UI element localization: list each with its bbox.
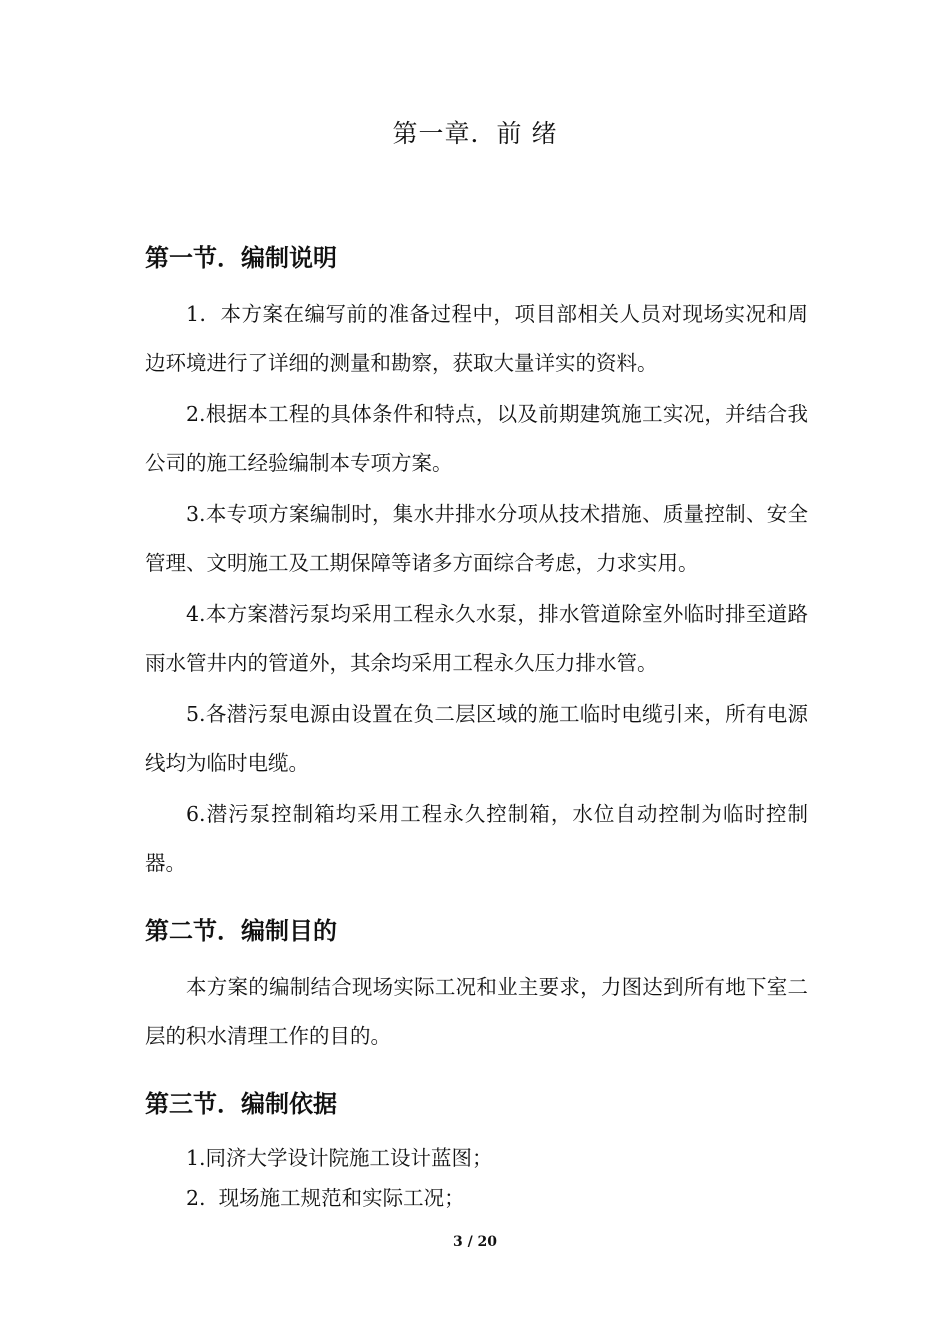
list-item: 2. 现场施工规范和实际工况；	[186, 1186, 465, 1210]
section-3	[145, 1086, 808, 1218]
paragraph: 2.根据本工程的具体条件和特点，以及前期建筑施工实况，并结合我公司的施工经验编制本专项方案。	[145, 402, 808, 475]
section-1	[145, 240, 808, 888]
list-item: 1.同济大学设计院施工设计蓝图；	[186, 1146, 493, 1170]
section-2	[145, 913, 808, 1061]
section-heading: 第三节．编制依据	[145, 1089, 337, 1118]
page-number: 3 / 20	[452, 1234, 498, 1250]
paragraph: 3.本专项方案编制时，集水井排水分项从技术措施、质量控制、安全管理、文明施工及工期保障等诸多方面综合考虑，力求实用。	[145, 502, 808, 575]
paragraph: 6.潜污泵控制箱均采用工程永久控制箱，水位自动控制为临时控制器。	[145, 802, 808, 875]
paragraph: 4.本方案潜污泵均采用工程永久水泵，排水管道除室外临时排至道路雨水管井内的管道外，其余均采用工程永久压力排水管。	[145, 602, 808, 675]
paragraph: 5.各潜污泵电源由设置在负二层区域的施工临时电缆引来，所有电源线均为临时电缆。	[145, 702, 808, 775]
paragraph: 本方案的编制结合现场实际工况和业主要求，力图达到所有地下室二层的积水清理工作的目的。	[145, 975, 808, 1048]
chapter-title: 第一章．前 绪	[392, 119, 558, 148]
section-heading: 第二节．编制目的	[145, 916, 337, 945]
document-body	[145, 240, 808, 1218]
paragraph: 1．本方案在编写前的准备过程中，项目部相关人员对现场实况和周边环境进行了详细的测量和勘察，获取大量详实的资料。	[145, 302, 808, 375]
section-heading: 第一节．编制说明	[145, 243, 337, 272]
